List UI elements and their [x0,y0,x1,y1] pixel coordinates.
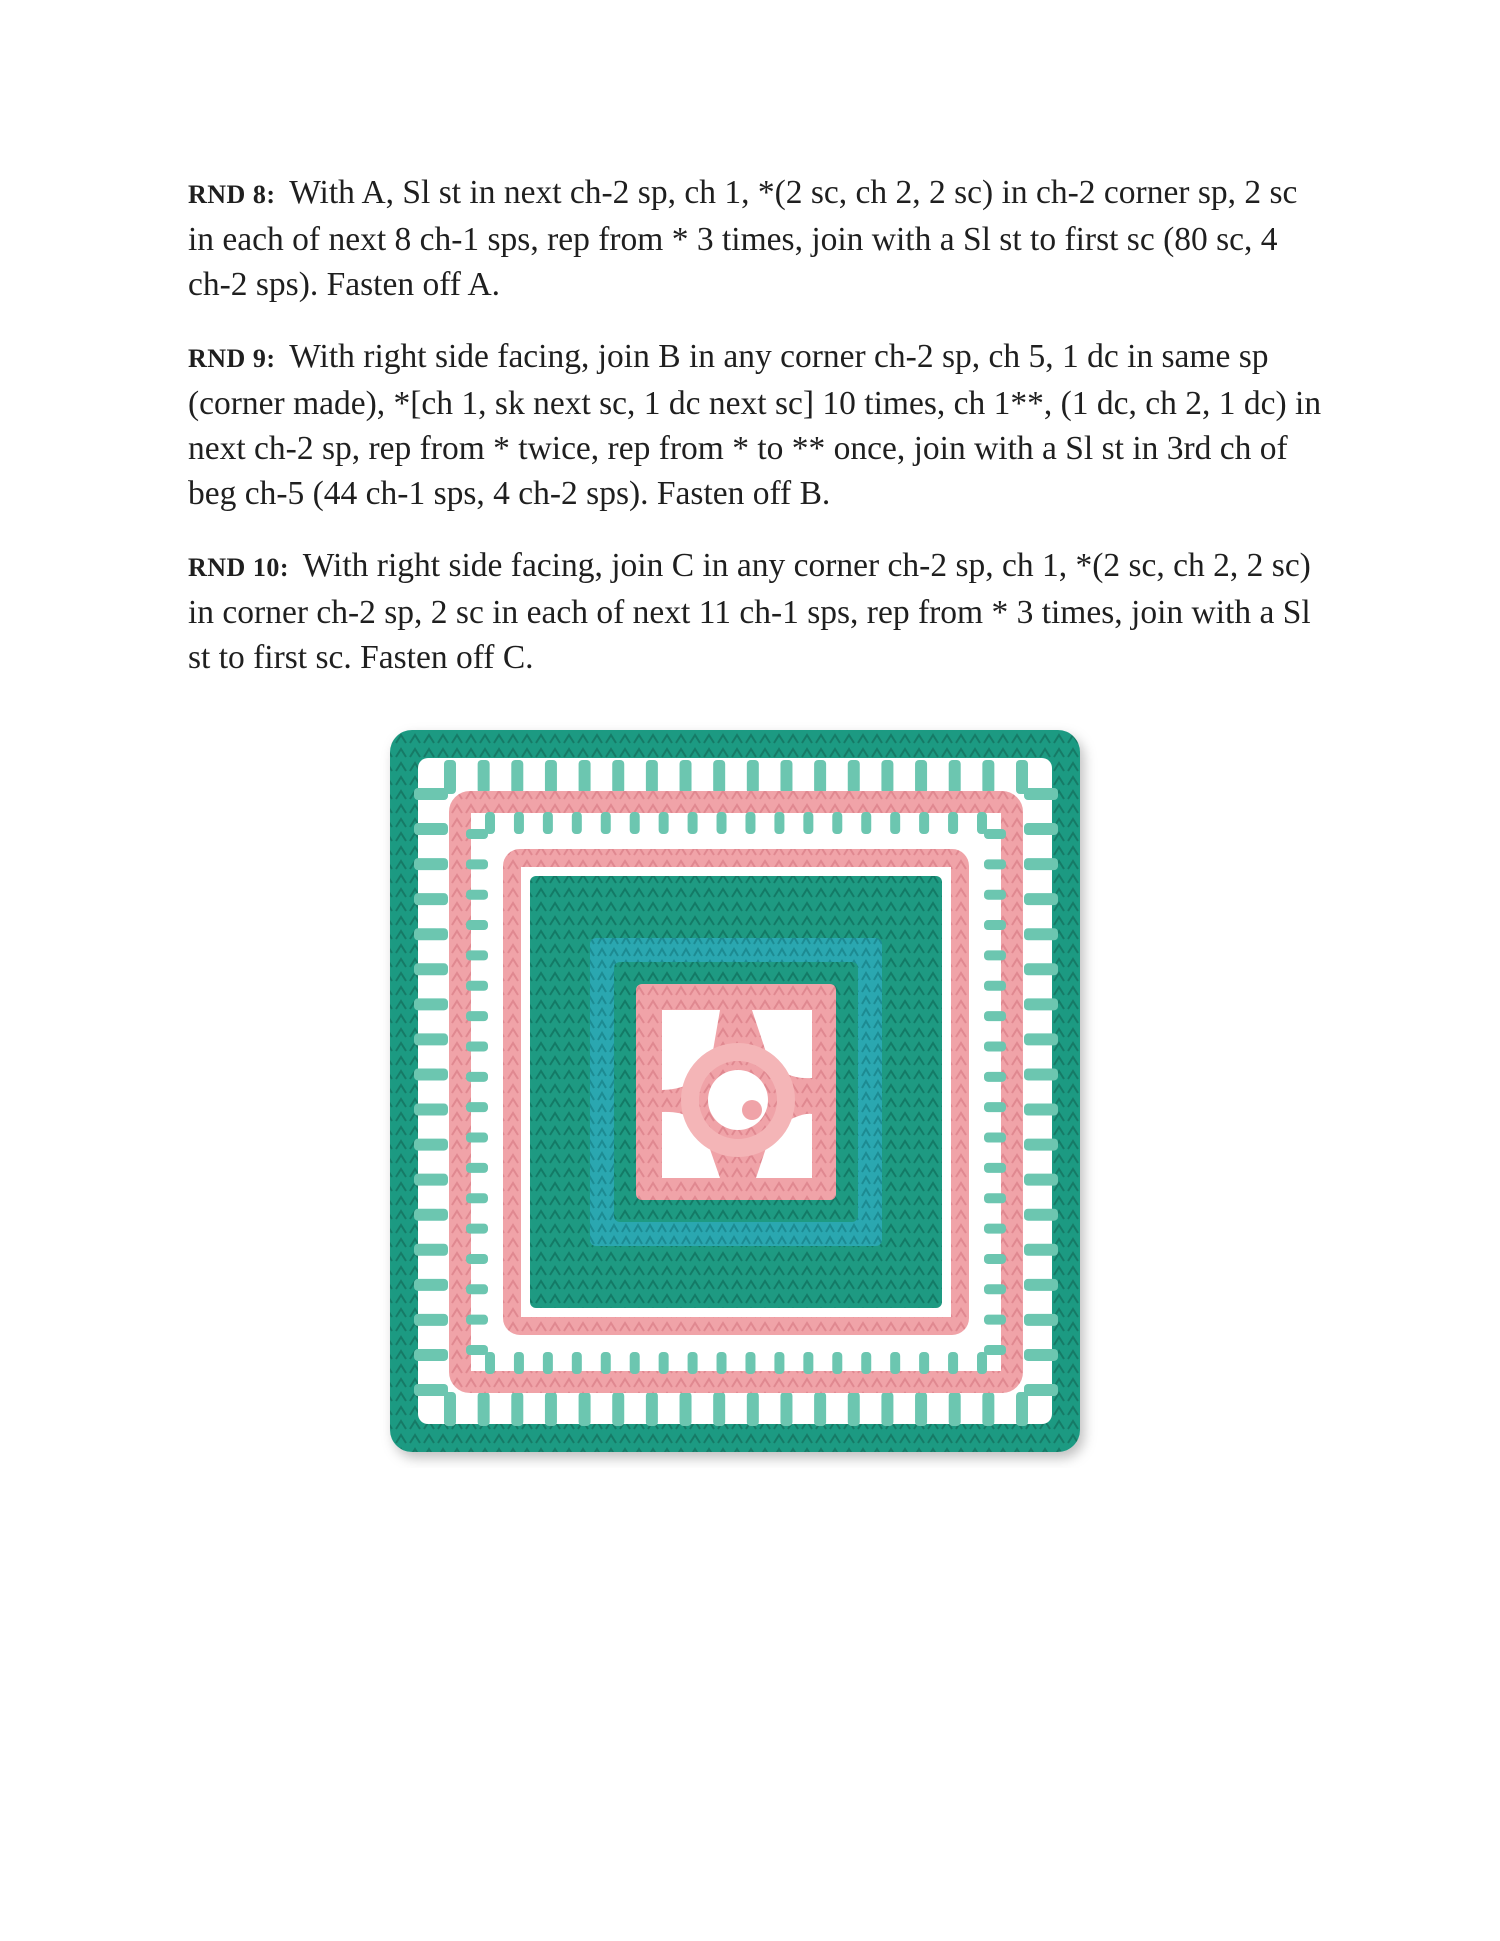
mesh-post [984,829,1006,839]
mesh-post [659,812,669,834]
mesh-post [977,1352,987,1374]
mesh-post [414,893,448,905]
mesh-post [881,1392,893,1426]
mesh-post [572,1352,582,1374]
mesh-post [1024,1104,1058,1116]
mesh-post [688,812,698,834]
mesh-post [1024,1209,1058,1221]
mesh-post [680,1392,692,1426]
mesh-post [948,1352,958,1374]
pattern-instructions [188,170,1328,707]
mesh-post [543,812,553,834]
mesh-post [984,1315,1006,1325]
mesh-post [612,1392,624,1426]
mesh-post [984,859,1006,869]
mesh-post [444,1392,456,1426]
mesh-post [861,1352,871,1374]
mesh-post [688,1352,698,1374]
mesh-post [803,1352,813,1374]
mesh-post [747,1392,759,1426]
mesh-post [1024,1139,1058,1151]
mesh-post [949,1392,961,1426]
mesh-post [915,1392,927,1426]
mesh-post [1024,1068,1058,1080]
mesh-post [680,760,692,794]
mesh-post [1016,760,1028,794]
mesh-post [466,981,488,991]
mesh-post [745,1352,755,1374]
mesh-post [984,1224,1006,1234]
mesh-post [466,1041,488,1051]
mesh-post [745,812,755,834]
mesh-post [1024,823,1058,835]
mesh-post [1024,1033,1058,1045]
mesh-post [713,760,725,794]
mesh-post [466,1224,488,1234]
mesh-post [713,1392,725,1426]
crochet-square-photo [380,718,1100,1468]
mesh-post [414,1244,448,1256]
mesh-post [612,760,624,794]
round-text: With right side facing, join C in any corner ch-2 sp, ch 1, *(2 sc, ch 2, 2 sc) in corner ch-2 sp, 2 sc in each of next 11 ch-1 sps, rep from * 3 times, join with a Sl st to first sc. Fasten off C. [188,547,1311,676]
mesh-post [780,760,792,794]
round-text: With A, Sl st in next ch-2 sp, ch 1, *(2 sc, ch 2, 2 sc) in ch-2 corner sp, 2 sc in each of next 8 ch-1 sps, rep from * 3 times, join with a Sl st to first sc (80 sc, 4 ch-2 sps). Fasten off A. [188,174,1298,303]
mesh-post [466,859,488,869]
mesh-post [832,1352,842,1374]
mesh-post [478,1392,490,1426]
mesh-post [545,760,557,794]
mesh-post [1024,893,1058,905]
mesh-post [543,1352,553,1374]
mesh-post [814,760,826,794]
mesh-post [984,1011,1006,1021]
mesh-post [1024,1174,1058,1186]
mesh-post [466,1315,488,1325]
mesh-post [511,1392,523,1426]
mesh-post [1024,788,1058,800]
mesh-post [414,1068,448,1080]
mesh-post [414,1139,448,1151]
mesh-post [511,760,523,794]
mesh-post [919,812,929,834]
mesh-post [466,1254,488,1264]
mesh-post [466,1284,488,1294]
mesh-post [1024,1384,1058,1396]
crochet-square-illustration [380,718,1100,1468]
mesh-post [601,812,611,834]
mesh-post [478,760,490,794]
mesh-post [747,760,759,794]
mesh-post [414,1174,448,1186]
mesh-post [1024,928,1058,940]
mesh-post [848,760,860,794]
mesh-post [915,760,927,794]
mesh-post [646,760,658,794]
mesh-post [414,928,448,940]
mesh-post [414,788,448,800]
mesh-post [984,1163,1006,1173]
mesh-post [466,890,488,900]
mesh-post [414,1384,448,1396]
mesh-post [984,981,1006,991]
mesh-post [984,1345,1006,1355]
mesh-post [414,1349,448,1361]
round-text: With right side facing, join B in any corner ch-2 sp, ch 5, 1 dc in same sp (corner made), *[ch 1, sk next sc, 1 dc next sc] 10 times, ch 1**, (1 dc, ch 2, 1 dc) in next ch-2 sp, rep from * twice, rep from * to ** once, join with a Sl st in 3rd ch of beg ch-5 (44 ch-1 sps, 4 ch-2 sps). Fasten off B. [188,338,1322,512]
mesh-post [814,1392,826,1426]
mesh-post [601,1352,611,1374]
mesh-post [984,1284,1006,1294]
mesh-post [659,1352,669,1374]
round-label: RND 8: [188,180,276,209]
mesh-post [414,858,448,870]
mesh-post [984,950,1006,960]
mesh-post [984,1193,1006,1203]
mesh-post [861,812,871,834]
mesh-post [984,1102,1006,1112]
mesh-post [1024,1314,1058,1326]
mesh-post [414,1314,448,1326]
mesh-post [579,1392,591,1426]
mesh-post [948,812,958,834]
mesh-post [919,1352,929,1374]
mesh-post [1024,963,1058,975]
mesh-post [984,1072,1006,1082]
mesh-post [630,1352,640,1374]
mesh-post [774,1352,784,1374]
round-10 [188,543,1328,680]
mesh-post [514,1352,524,1374]
mesh-post [832,812,842,834]
mesh-post [803,812,813,834]
mesh-post [466,1072,488,1082]
mesh-post [984,1041,1006,1051]
mesh-post [1024,1349,1058,1361]
mesh-post [514,812,524,834]
mesh-post [977,812,987,834]
round-label: RND 10: [188,553,289,582]
round-9 [188,334,1328,516]
mesh-post [466,920,488,930]
mesh-post [1024,998,1058,1010]
mesh-post [984,1254,1006,1264]
mesh-post [890,1352,900,1374]
mesh-post [414,1209,448,1221]
mesh-post [414,823,448,835]
mesh-post [466,950,488,960]
mesh-post [774,812,784,834]
mesh-post [890,812,900,834]
mesh-post [646,1392,658,1426]
mesh-post [984,920,1006,930]
mesh-post [414,1033,448,1045]
mesh-post [848,1392,860,1426]
mesh-post [949,760,961,794]
round-label: RND 9: [188,344,276,373]
mesh-post [414,998,448,1010]
mesh-post [466,1011,488,1021]
mesh-post [1024,1244,1058,1256]
mesh-post [466,1345,488,1355]
mesh-post [1024,1279,1058,1291]
mesh-post [881,760,893,794]
mesh-post [1016,1392,1028,1426]
mesh-post [984,890,1006,900]
mesh-post [572,812,582,834]
mesh-post [414,963,448,975]
mesh-post [1024,858,1058,870]
mesh-post [579,760,591,794]
mesh-post [545,1392,557,1426]
mesh-post [466,1193,488,1203]
mesh-post [780,1392,792,1426]
mesh-post [982,760,994,794]
mesh-post [717,1352,727,1374]
mesh-post [414,1279,448,1291]
round-8 [188,170,1328,307]
mesh-post [717,812,727,834]
mesh-post [984,1133,1006,1143]
mesh-post [466,1133,488,1143]
mesh-post [982,1392,994,1426]
mesh-post [466,1163,488,1173]
mesh-post [466,829,488,839]
mesh-post [466,1102,488,1112]
mesh-post [630,812,640,834]
mesh-post [485,1352,495,1374]
mesh-post [414,1104,448,1116]
